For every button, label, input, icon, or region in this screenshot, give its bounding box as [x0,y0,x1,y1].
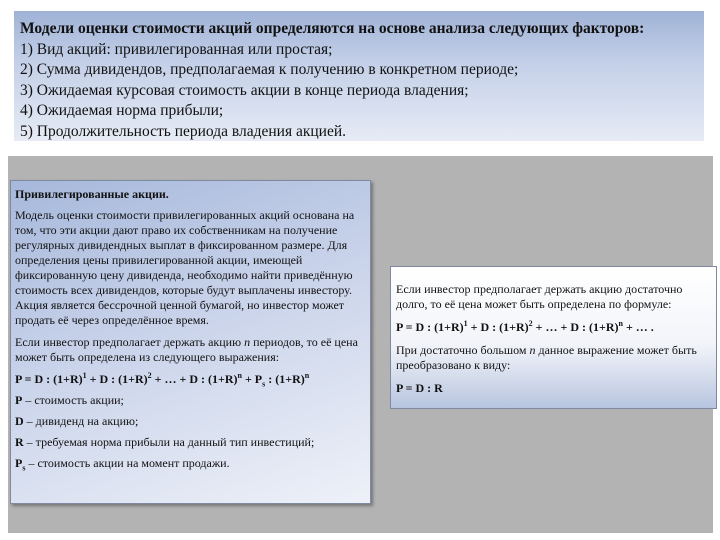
factor-item: 5) Продолжительность периода владения акцией. [20,122,346,140]
definition-dividend: D – дивиденд на акцию; [15,414,139,428]
factors-heading: Модели оценки стоимости акций определяются на основе анализа следующих факторов: [20,20,645,37]
factor-item: 2) Сумма дивидендов, предполагаемая к получению в конкретном периоде; [20,61,519,78]
price-formula-with-sale: P = D : $(1+R)^1 + D$ : $(1+R)^2$ + … + D : $(1+R)^n + P_s$ : $(1+R)^n$ [15,371,310,389]
factors-box [14,11,704,141]
preferred-shares-box [10,180,371,504]
factor-item: 4) Ожидаемая норма прибыли; [20,102,224,119]
long-holding-box [390,266,717,409]
factor-item: 3) Ожидаемая курсовая стоимость акции в конце периода владения; [20,81,469,99]
definition-price: P – стоимость акции; [15,393,124,407]
definition-sale-price: $P_s$ – стоимость акции на момент продажи. [15,456,230,473]
holding-n-periods-text: Если инвестор предполагает держать акцию n периодов, то её цена может быть определена из следующего выражения: [15,335,358,364]
factor-item: 1) Вид акций: привилегированная или простая; [20,40,333,58]
long-holding-text: Если инвестор предполагает держать акцию достаточно долго, то её цена может быть определена по формуле: [396,282,683,311]
large-n-text: При достаточно большом n данное выражение может быть преобразовано к виду: [396,343,697,372]
simplified-formula: P = D : R [396,381,443,395]
preferred-shares-description: Модель оценки стоимости привилегированных акций основана на том, что эти акции дают право их собственникам на получение регулярных дивидендных выплат в фиксированном размере. Для определения цены привилегированной акции, имеющей фиксированную цену дивиденда, необходимо найти приведённую стоимость всех дивидендов, которые будут выплачены инвестору. Акция является бессрочной ценной бумагой, но инвестор может продать её через определённое время. [15,208,355,327]
perpetual-sum-formula: P = D : $(1+R)^1 + D$ : $(1+R)^2$ + … + D : $(1+R)^n$ + … . [396,319,654,334]
definition-return-rate: R – требуемая норма прибыли на данный тип инвестиций; [15,435,315,449]
preferred-shares-title: Привилегированные акции. [15,187,169,201]
